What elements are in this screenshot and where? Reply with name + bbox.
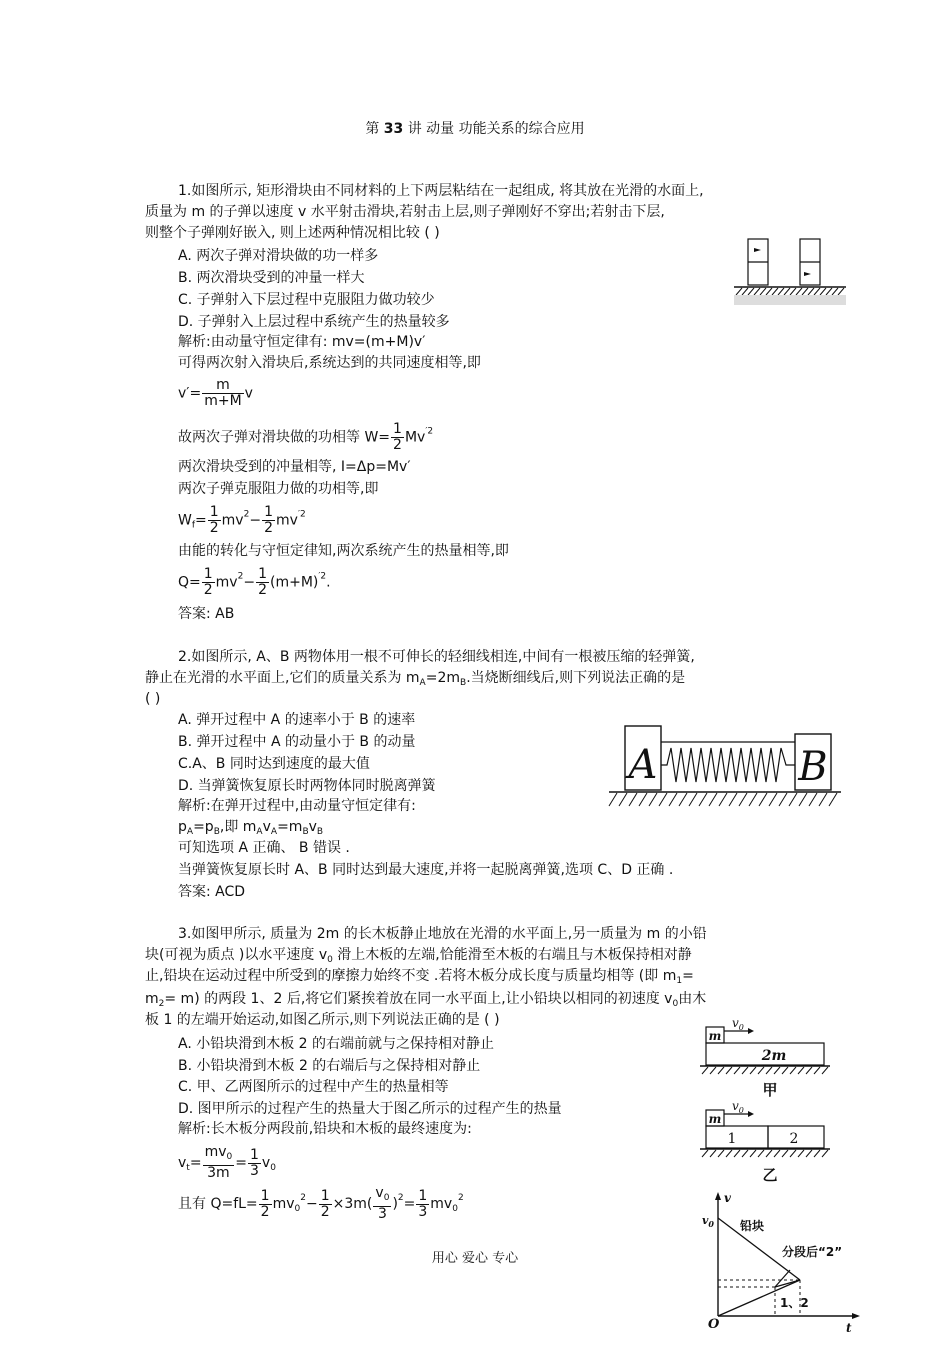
q3-line2: 块(可视为质点 )以水平速度 $v_0$ 滑上木板的左端,恰能滑至木板的右端且与木板保持相对静 [145,947,692,965]
q3-figure-yi [698,1098,833,1188]
q2-line2: 静止在光滑的水平面上,它们的质量关系为 $m_A=2m_B$.当烧断细线后,则下列说法正确的是 [145,670,686,688]
svg-text:1、2: 1、2 [780,1296,809,1310]
spring-icon [661,748,795,782]
q2-option-b: B. 弹开过程中 A 的动量小于 B 的动量 [178,734,416,750]
q2-solution-1: 解析:在弹开过程中,由动量守恒定律有: [178,798,416,814]
q1-solution-8: 由能的转化与守恒定律知,两次系统产生的热量相等,即 [178,543,509,559]
q1-line2: 质量为 m 的子弹以速度 v 水平射击滑块,若射击上层,则子弹刚好不穿出;若射击下层, [145,204,665,220]
q1-line1: 1.如图所示, 矩形滑块由不同材料的上下两层粘结在一起组成, 将其放在光滑的水面上, [178,183,704,199]
q3-option-a: A. 小铅块滑到木板 2 的右端前就与之保持相对静止 [178,1036,495,1052]
svg-text:m: m [708,1112,722,1126]
q2-solution-2: $p_A=p_B$,即 $m_Av_A=m_Bv_B$ [178,819,324,837]
q3-line1: 3.如图甲所示, 质量为 2m 的长木板静止地放在光滑的水平面上,另一质量为 m 的小铅 [178,926,707,942]
q1-solution-7: $W_f=$ $\frac{1}{2}$ $mv^2-$ $\frac{1}{2}$ $mv^{'2}$ [178,504,306,536]
q1-figure [730,235,850,310]
q1-solution-2: 可得两次射入滑块后,系统达到的共同速度相等,即 [178,355,481,371]
q2-answer: 答案: ACD [178,884,246,900]
q3-line3: 止,铅块在运动过程中所受到的摩擦力始终不变 .若将木板分成长度与质量均相等 (即 $m_1=$ [145,968,694,986]
q2-solution-4: 当弹簧恢复原长时 A、B 同时达到最大速度,并将一起脱离弹簧,选项 C、D 正确 . [178,862,674,878]
q1-option-a: A. 两次子弹对滑块做的功一样多 [178,248,379,264]
q2-option-a: A. 弹开过程中 A 的速率小于 B 的速率 [178,712,416,728]
q3-option-c: C. 甲、乙两图所示的过程中产生的热量相等 [178,1079,449,1095]
q2-line3: ( ) [145,691,161,707]
q2-solution-3: 可知选项 A 正确、 B 错误 . [178,840,350,856]
svg-text:2: 2 [789,1131,799,1147]
q2-option-c: C.A、B 同时达到速度的最大值 [178,756,370,772]
q3-line4: $m_2= m$) 的两段 1、2 后,将它们紧挨着放在同一水平面上,让小铅块以相同的初速度 $v_0$由木 [145,991,707,1009]
q1-solution-6: 两次子弹克服阻力做的功相等,即 [178,481,379,497]
svg-text:v: v [724,1191,731,1205]
q1-solution-3: v′= $\frac{m}{m+M}$ v [178,377,253,409]
q2-line1: 2.如图所示, A、B 两物体用一根不可伸长的轻细线相连,中间有一根被压缩的轻弹簧, [178,649,695,665]
q1-answer: 答案: AB [178,606,235,622]
q3-solution-3: 且有 Q=fL= $\frac{1}{2}$ $mv_0^2-$ $\frac{1}{2}$ ×3m( $\frac{v_0}{3}$ )$^2$= $\frac{1}{3}$ $mv_0^2$ [178,1185,464,1222]
page-footer: 用心 爱心 专心 [431,1251,519,1266]
block-b-label: B [798,744,828,790]
q3-option-d: D. 图甲所示的过程产生的热量大于图乙所示的过程产生的热量 [178,1101,562,1117]
q3-figure-jia [698,1015,833,1100]
q1-solution-1: 解析:由动量守恒定律有: mv=(m+M)v′ [178,334,426,350]
q2-option-d: D. 当弹簧恢复原长时两物体同时脱离弹簧 [178,778,436,794]
svg-text:v0: $v_0$ [702,1214,714,1229]
block-a-label: A [628,742,658,788]
svg-text:乙: 乙 [762,1166,778,1184]
q1-option-d: D. 子弹射入上层过程中系统产生的热量较多 [178,314,450,330]
svg-text:1: 1 [727,1131,737,1147]
q2-figure [605,720,845,815]
svg-text:t: t [846,1321,852,1333]
svg-text:O: O [708,1317,720,1332]
q1-solution-4: 故两次子弹对滑块做的功相等 W= $\frac{1}{2}$ $Mv^{'2}$ [178,421,434,453]
svg-text:v0: $v_0$ [732,1099,744,1115]
svg-text:甲: 甲 [762,1081,778,1099]
q3-line5: 板 1 的左端开始运动,如图乙所示,则下列说法正确的是 ( ) [145,1012,500,1028]
page-title: 第 33 讲 动量 功能关系的综合应用 [365,121,585,137]
q1-solution-9: Q= $\frac{1}{2}$ $mv^2-$ $\frac{1}{2}$ $(m+M)^{'2}$. [178,566,331,598]
q1-line3: 则整个子弹刚好嵌入, 则上述两种情况相比较 ( ) [145,225,440,241]
svg-text:m: m [708,1029,722,1043]
svg-text:铅块: 铅块 [740,1219,765,1233]
svg-text:v0: $v_0$ [732,1016,744,1032]
q3-solution-2: $v_t=$ $\frac{mv_0}{3m}$ = $\frac{1}{3}$ $v_0$ [178,1144,276,1181]
svg-text:分段后“2”: 分段后“2” [782,1245,843,1259]
q1-option-b: B. 两次滑块受到的冲量一样大 [178,270,365,286]
q3-option-b: B. 小铅块滑到木板 2 的右端后与之保持相对静止 [178,1058,481,1074]
q1-option-c: C. 子弹射入下层过程中克服阻力做功较少 [178,292,435,308]
q1-solution-5: 两次滑块受到的冲量相等, I=Δp=Mv′ [178,459,411,475]
svg-text:2m: 2m [761,1048,787,1064]
q3-solution-1: 解析:长木板分两段前,铅块和木板的最终速度为: [178,1121,472,1137]
